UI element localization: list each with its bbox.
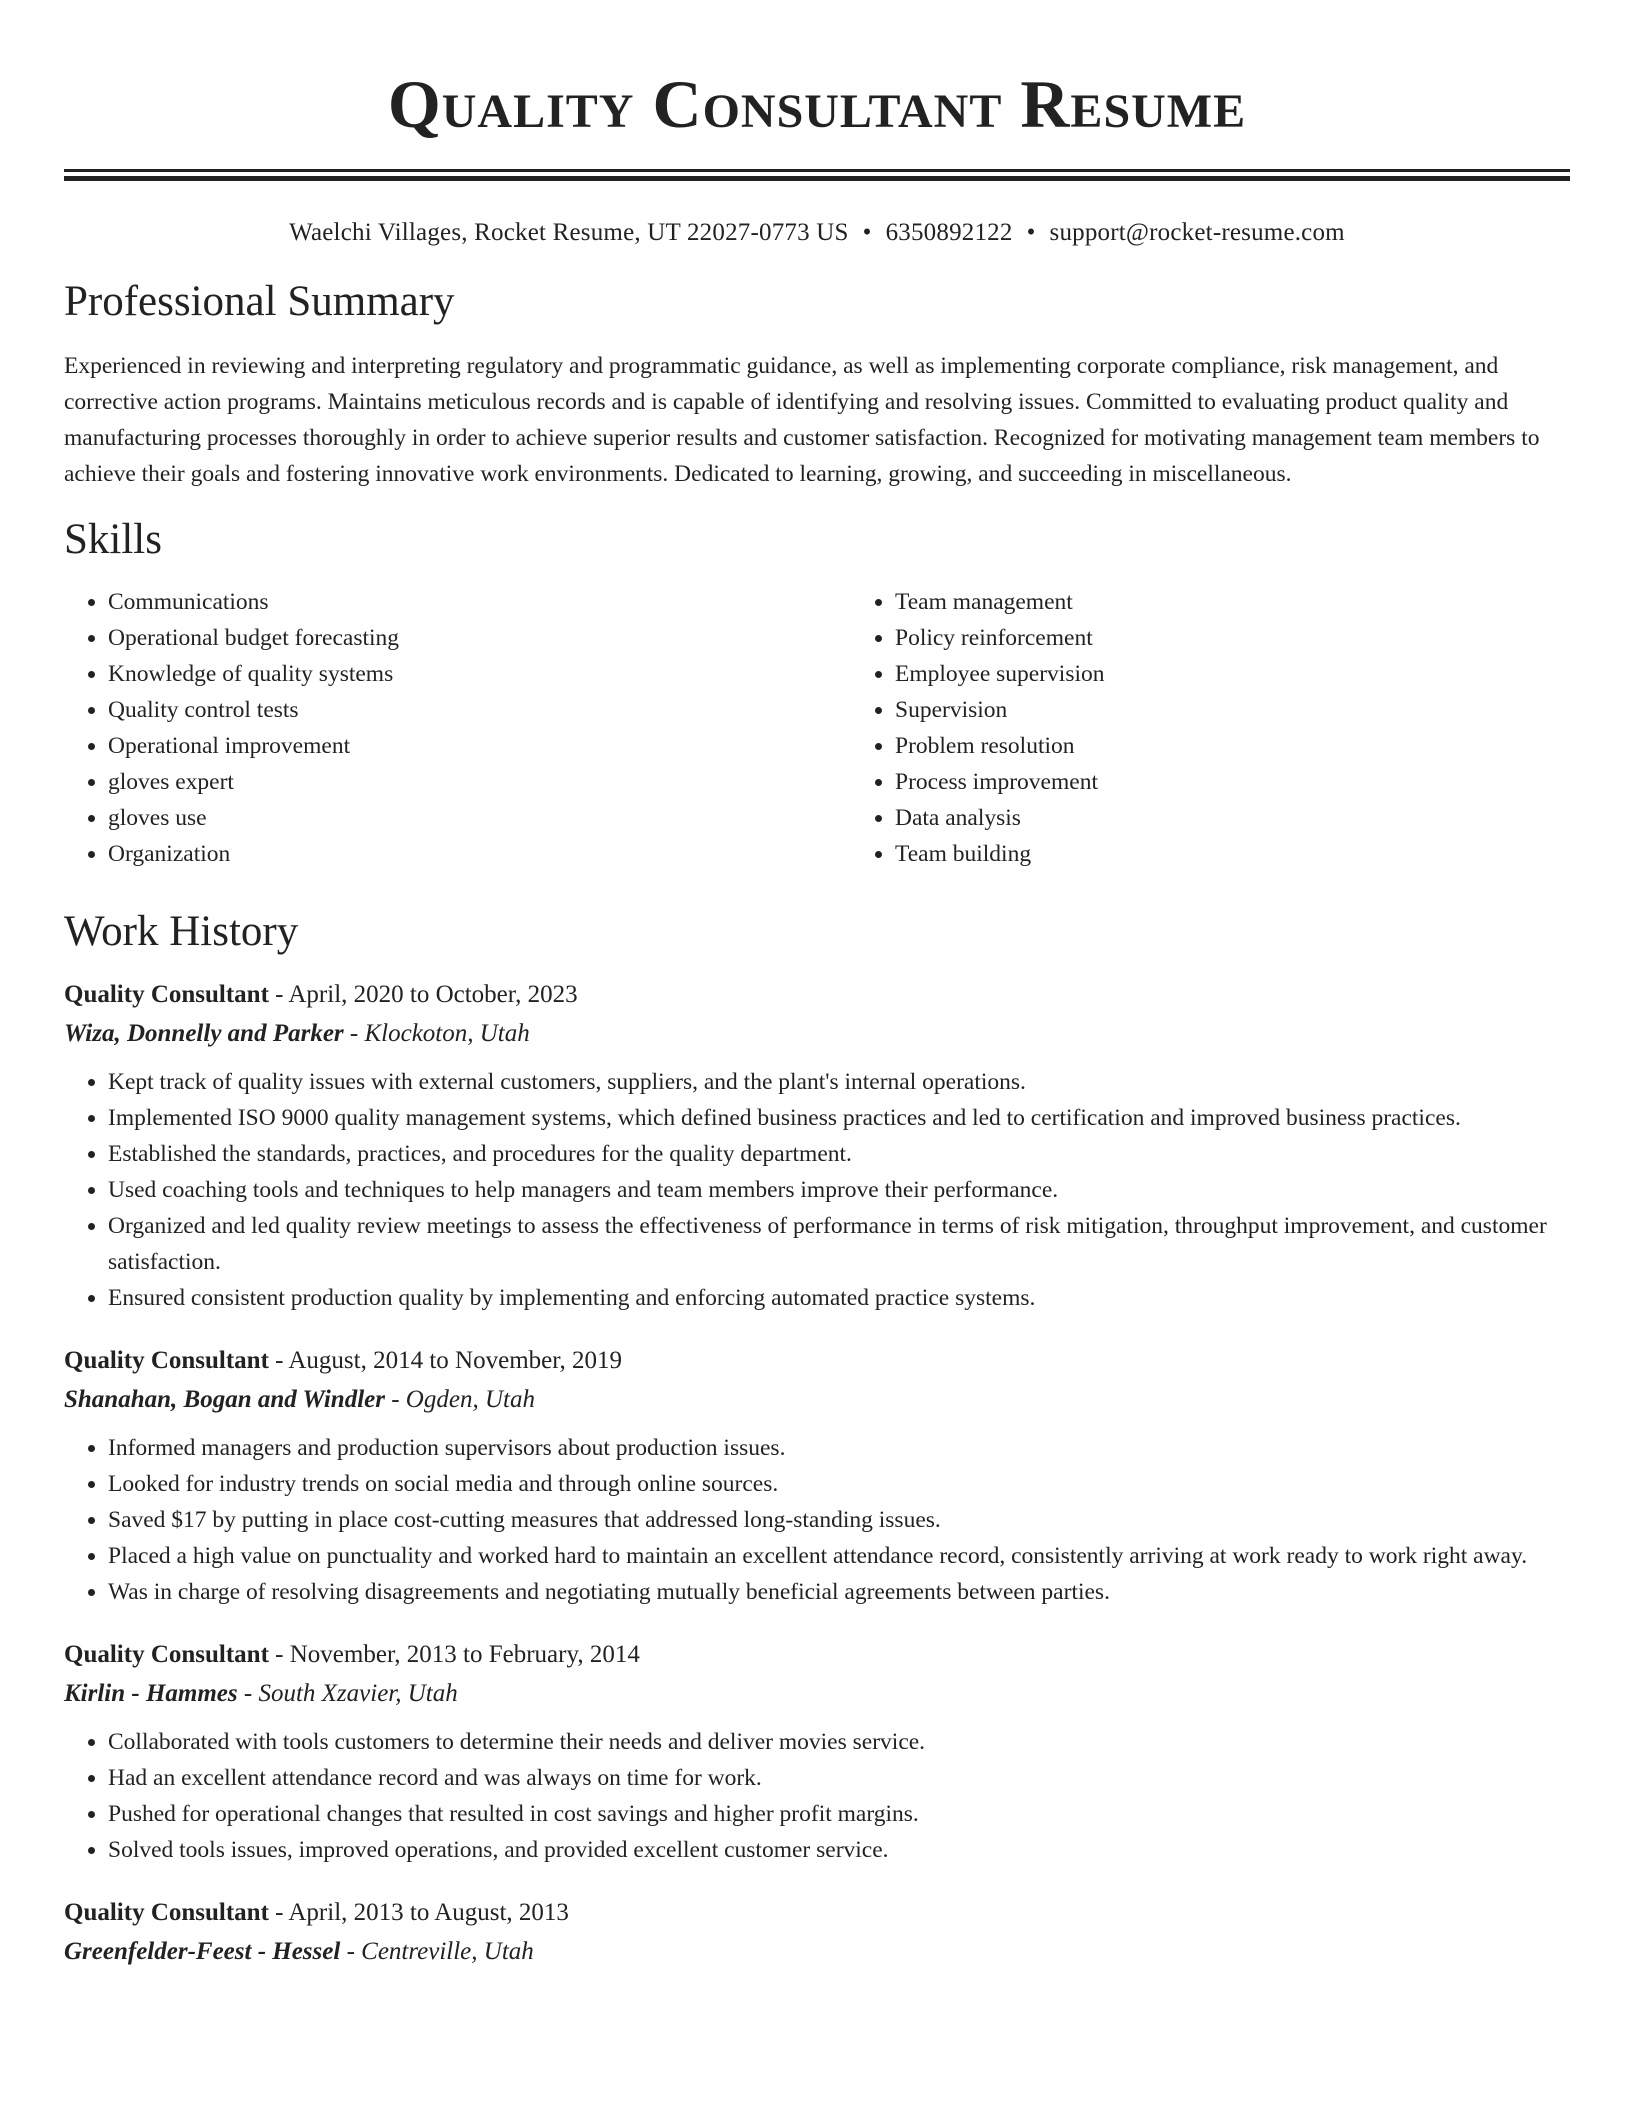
skill-item: • gloves use — [108, 800, 851, 836]
job-title-line — [64, 1342, 1570, 1380]
job-company: Kirlin - Hammes — [64, 1680, 238, 1707]
page-title: Quality Consultant Resume — [387, 66, 1247, 142]
job-duty-item: • Implemented ISO 9000 quality management systems, which defined business practices and led to certification and improved business practices. — [108, 1100, 1570, 1136]
skills-column-right — [851, 584, 1570, 872]
job-duty-item: • Established the standards, practices, and procedures for the quality department. — [108, 1136, 1570, 1172]
job-company: Shanahan, Bogan and Windler — [64, 1386, 385, 1413]
contact-phone: 6350892122 — [885, 219, 1013, 246]
job-location: - South Xzavier, Utah — [237, 1680, 458, 1707]
job-dates: - April, 2013 to August, 2013 — [268, 1899, 569, 1926]
job-company-line — [64, 1674, 1570, 1714]
job-duty-item: • Saved $17 by putting in place cost-cutting measures that addressed long-standing issues. — [108, 1502, 1570, 1538]
skill-item: • Problem resolution — [895, 728, 1570, 764]
skill-item: • Operational improvement — [108, 728, 851, 764]
job-duty-item: • Collaborated with tools customers to determine their needs and deliver movies service. — [108, 1724, 1570, 1760]
job-company: Wiza, Donnelly and Parker — [64, 1020, 344, 1047]
resume-page — [64, 0, 1570, 1972]
skill-item: • Knowledge of quality systems — [108, 656, 851, 692]
job-duty-item: • Was in charge of resolving disagreements and negotiating mutually beneficial agreements between parties. — [108, 1574, 1570, 1610]
title-divider-bottom — [64, 176, 1570, 181]
job-title: Quality Consultant — [64, 981, 269, 1008]
skill-item: • Policy reinforcement — [895, 620, 1570, 656]
job-duty-item: • Solved tools issues, improved operations, and provided excellent customer service. — [108, 1832, 1570, 1868]
job-duty-item: • Kept track of quality issues with external customers, suppliers, and the plant's internal operations. — [108, 1064, 1570, 1100]
skill-item: • gloves expert — [108, 764, 851, 800]
skill-item: • Data analysis — [895, 800, 1570, 836]
work-history-heading: Work History — [64, 908, 299, 955]
job-title: Quality Consultant — [64, 1641, 269, 1668]
summary-text: Experienced in reviewing and interpreting regulatory and programmatic guidance, as well as implementing corporate compliance, risk management, and corrective action programs. Maintains meticulous records and is capable of identifying and resolving issues. Committed to evaluating product quality and manufacturing processes thoroughly in order to achieve superior results and customer satisfaction. Recognized for motivating management team members to achieve their goals and fostering innovative work environments. Dedicated to learning, growing, and succeeding in miscellaneous. — [64, 353, 1540, 487]
job-dates: - November, 2013 to February, 2014 — [268, 1641, 640, 1668]
job-company-line — [64, 1932, 1570, 1972]
job-duty-item: • Pushed for operational changes that resulted in cost savings and higher profit margins. — [108, 1796, 1570, 1832]
job-company-line — [64, 1014, 1570, 1054]
job-duties-list — [64, 1724, 1570, 1868]
job-company: Greenfelder-Feest - Hessel — [64, 1938, 341, 1965]
job-location: - Klockoton, Utah — [343, 1020, 530, 1047]
job-title: Quality Consultant — [64, 1899, 269, 1926]
job-location: - Ogden, Utah — [384, 1386, 535, 1413]
job-duty-item: • Had an excellent attendance record and was always on time for work. — [108, 1760, 1570, 1796]
job-title-line — [64, 1894, 1570, 1932]
title-divider-top — [64, 169, 1570, 172]
job-dates: - August, 2014 to November, 2019 — [268, 1347, 623, 1374]
job-entry — [64, 1636, 1570, 1868]
job-duty-item: • Placed a high value on punctuality and worked hard to maintain an excellent attendance record, consistently arriving at work ready to work right away. — [108, 1538, 1570, 1574]
job-duties-list — [64, 1430, 1570, 1610]
job-title: Quality Consultant — [64, 1347, 269, 1374]
job-entry — [64, 976, 1570, 1316]
job-duty-item: • Informed managers and production supervisors about production issues. — [108, 1430, 1570, 1466]
skill-item: • Team building — [895, 836, 1570, 872]
skill-item: • Operational budget forecasting — [108, 620, 851, 656]
work-history-list — [64, 976, 1570, 1972]
job-duty-item: • Organized and led quality review meetings to assess the effectiveness of performance in terms of risk mitigation, throughput improvement, and customer satisfaction. — [108, 1208, 1570, 1280]
job-entry — [64, 1894, 1570, 1972]
job-location: - Centreville, Utah — [340, 1938, 534, 1965]
job-title-line — [64, 976, 1570, 1014]
skill-item: • Team management — [895, 584, 1570, 620]
contact-separator: • — [1026, 219, 1036, 246]
job-duty-item: • Looked for industry trends on social media and through online sources. — [108, 1466, 1570, 1502]
skill-item: • Employee supervision — [895, 656, 1570, 692]
skill-item: • Quality control tests — [108, 692, 851, 728]
contact-line — [64, 218, 1570, 248]
job-title-line — [64, 1636, 1570, 1674]
job-duties-list — [64, 1064, 1570, 1316]
skill-item: • Organization — [108, 836, 851, 872]
skills-heading: Skills — [64, 516, 162, 563]
contact-email: support@rocket-resume.com — [1049, 219, 1345, 246]
summary-heading: Professional Summary — [64, 278, 455, 325]
skill-item: • Supervision — [895, 692, 1570, 728]
job-entry — [64, 1342, 1570, 1610]
skill-item: • Communications — [108, 584, 851, 620]
skills-column-left — [64, 584, 851, 872]
skills-list — [64, 584, 1570, 872]
contact-address: Waelchi Villages, Rocket Resume, UT 22027-0773 US — [289, 219, 849, 246]
job-duty-item: • Ensured consistent production quality by implementing and enforcing automated practice systems. — [108, 1280, 1570, 1316]
skill-item: • Process improvement — [895, 764, 1570, 800]
contact-separator: • — [862, 219, 872, 246]
job-duty-item: • Used coaching tools and techniques to help managers and team members improve their performance. — [108, 1172, 1570, 1208]
job-dates: - April, 2020 to October, 2023 — [268, 981, 578, 1008]
job-company-line — [64, 1380, 1570, 1420]
